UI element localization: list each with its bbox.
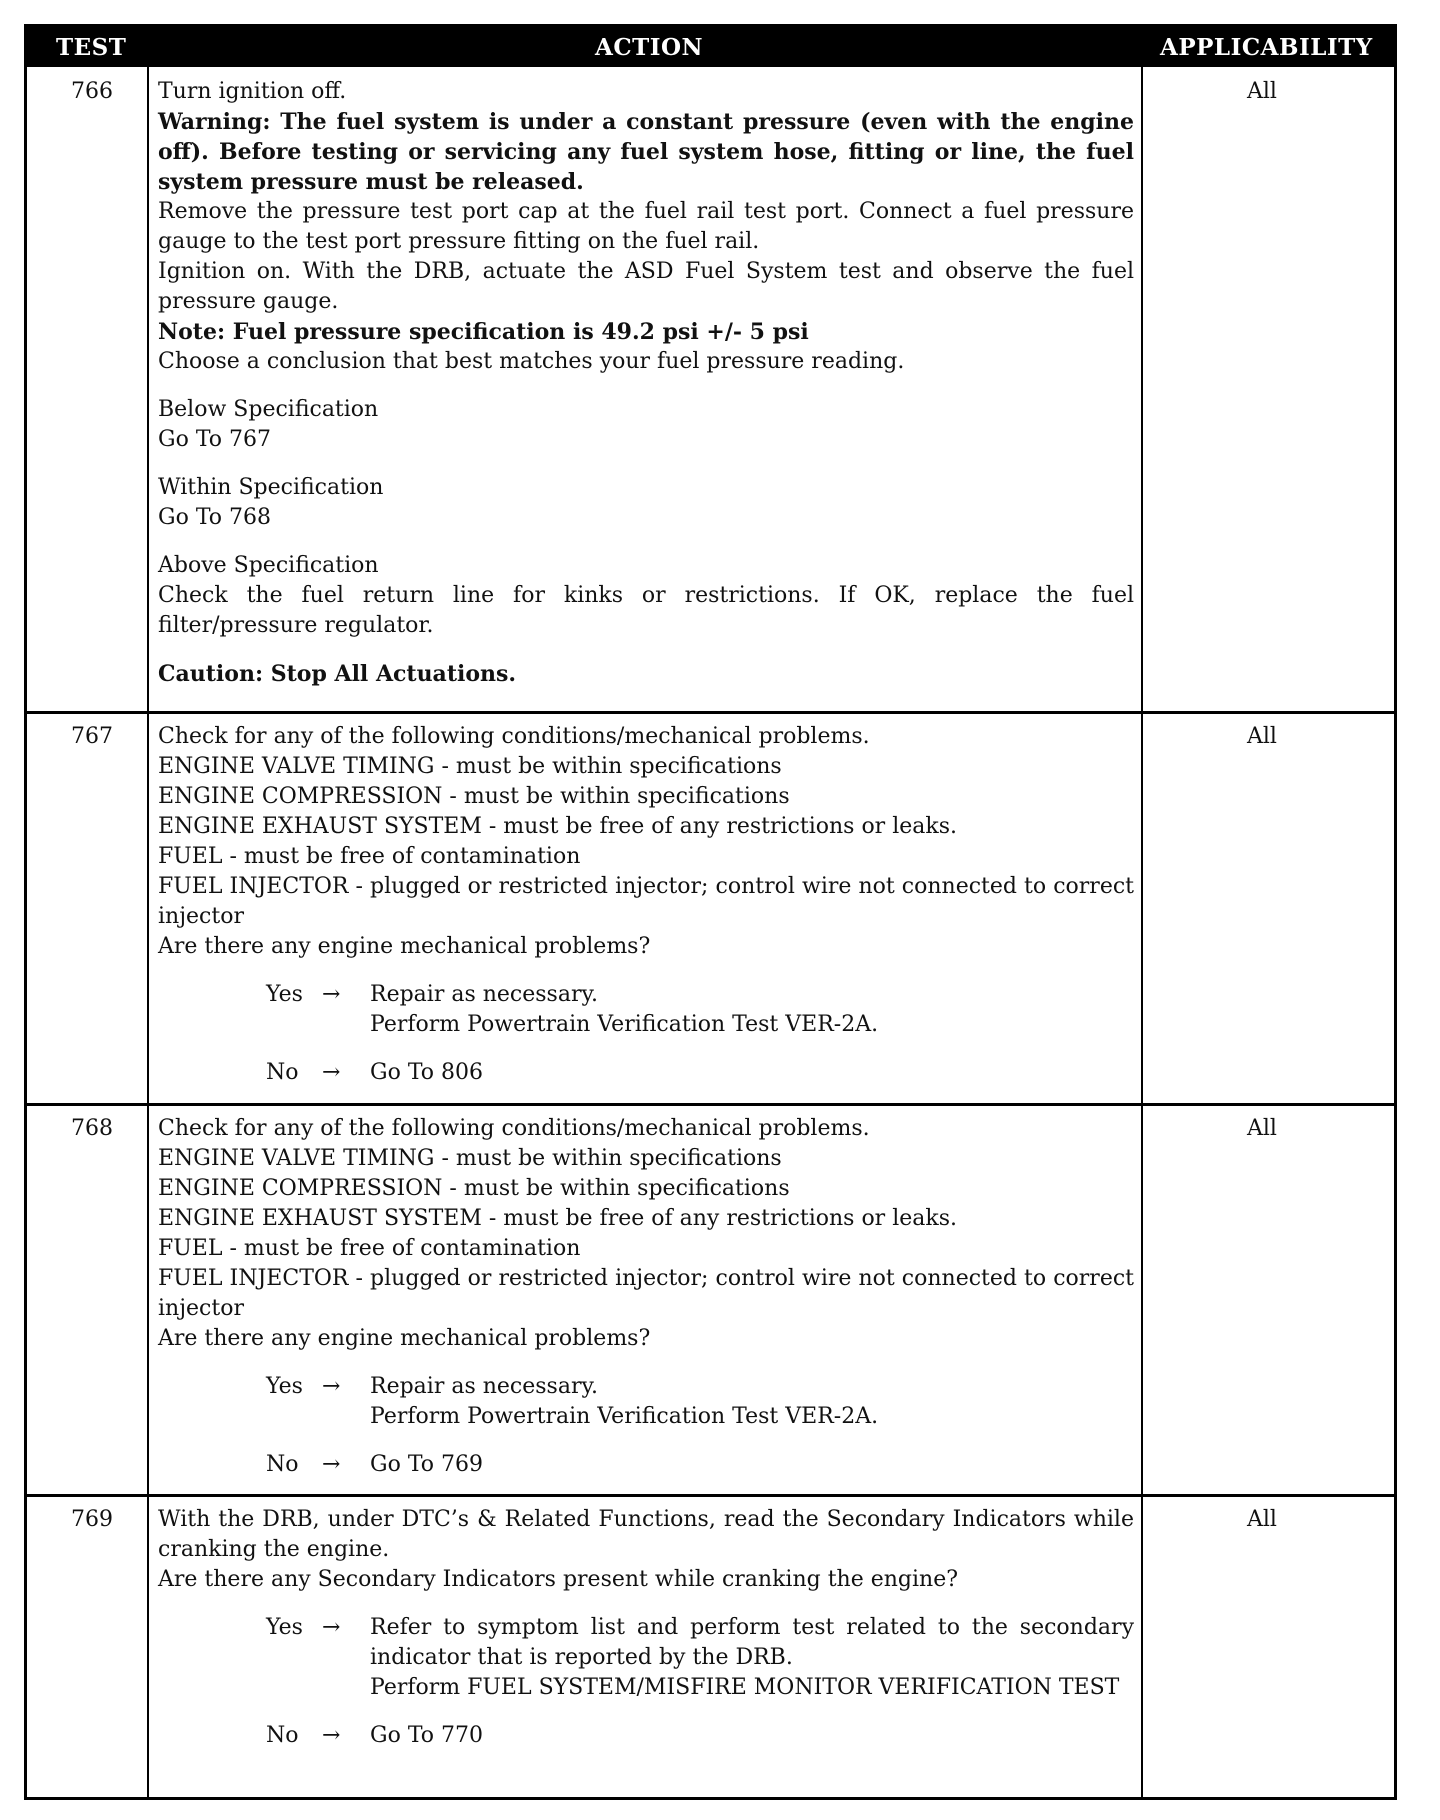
action-line: Ignition on. With the DRB, actuate the ASD Fuel System test and observe the fuel pressure gauge.: [158, 259, 1134, 314]
yes-label: Yes: [266, 982, 303, 1007]
no-result: Go To 806: [370, 1060, 484, 1085]
yes-label: Yes: [266, 1615, 303, 1640]
arrow-icon: →: [322, 1452, 341, 1477]
no-result: Go To 770: [370, 1723, 484, 1748]
column-divider: [147, 67, 149, 1797]
test-number: 767: [71, 724, 113, 749]
yes-branch: [266, 980, 1134, 1040]
arrow-icon: →: [322, 1374, 341, 1399]
action-line: FUEL - must be free of contamination: [158, 1236, 581, 1261]
option-label: Above Specification: [158, 553, 379, 578]
option-label: Within Specification: [158, 475, 384, 500]
arrow-icon: →: [322, 982, 341, 1007]
yes-result: Perform FUEL SYSTEM/MISFIRE MONITOR VERIFICATION TEST: [370, 1675, 1120, 1700]
diagnostic-table: [24, 24, 1397, 1800]
header-test: TEST: [56, 34, 127, 61]
test-number: 768: [71, 1116, 113, 1141]
action-text: [158, 77, 1134, 689]
yes-result: Perform Powertrain Verification Test VER-2A.: [370, 1012, 879, 1037]
question-text: Are there any engine mechanical problems?: [158, 1326, 651, 1351]
option-result: Go To 767: [158, 427, 272, 452]
yes-result: Repair as necessary.: [370, 1374, 598, 1399]
applicability: All: [1247, 724, 1277, 749]
column-divider: [1141, 67, 1143, 1797]
arrow-icon: →: [322, 1723, 341, 1748]
applicability: All: [1247, 79, 1277, 104]
action-line: Turn ignition off.: [158, 79, 347, 104]
yes-label: Yes: [266, 1374, 303, 1399]
test-number: 766: [71, 79, 113, 104]
action-line: FUEL INJECTOR - plugged or restricted injector; control wire not connected to correct injector: [158, 874, 1134, 929]
no-label: No: [266, 1060, 299, 1085]
action-text: [158, 1114, 1134, 1480]
header-action: ACTION: [595, 34, 704, 61]
row-divider: [27, 711, 1394, 714]
yes-branch: [266, 1372, 1134, 1432]
action-line: Remove the pressure test port cap at the fuel rail test port. Connect a fuel pressure gauge to the test port pressure fitting on the fuel rail.: [158, 199, 1134, 254]
action-line: Choose a conclusion that best matches your fuel pressure reading.: [158, 349, 905, 374]
option-result: Check the fuel return line for kinks or restrictions. If OK, replace the fuel filter/pressure regulator.: [158, 583, 1134, 638]
action-line: With the DRB, under DTC’s & Related Functions, read the Secondary Indicators while cranking the engine.: [158, 1507, 1134, 1562]
action-line: FUEL INJECTOR - plugged or restricted injector; control wire not connected to correct injector: [158, 1266, 1134, 1321]
yes-result: Refer to symptom list and perform test related to the secondary indicator that is reported by the DRB.: [370, 1615, 1134, 1670]
no-result: Go To 769: [370, 1452, 484, 1477]
yes-result: Repair as necessary.: [370, 982, 598, 1007]
warning-text: Warning: The fuel system is under a constant pressure (even with the engine off). Before testing or servicing any fuel system hose, fitting or line, the fuel system pressure must be released.: [158, 109, 1134, 195]
action-line: ENGINE VALVE TIMING - must be within specifications: [158, 754, 782, 779]
action-line: ENGINE COMPRESSION - must be within specifications: [158, 1176, 790, 1201]
action-line: Check for any of the following conditions/mechanical problems.: [158, 724, 870, 749]
action-line: ENGINE COMPRESSION - must be within specifications: [158, 784, 790, 809]
action-text: [158, 1505, 1134, 1751]
arrow-icon: →: [322, 1615, 341, 1640]
header-applicability: APPLICABILITY: [1160, 34, 1373, 61]
no-branch: [266, 1721, 1134, 1751]
question-text: Are there any Secondary Indicators present while cranking the engine?: [158, 1567, 959, 1592]
applicability: All: [1247, 1116, 1277, 1141]
action-line: FUEL - must be free of contamination: [158, 844, 581, 869]
action-line: ENGINE VALVE TIMING - must be within specifications: [158, 1146, 782, 1171]
applicability: All: [1247, 1507, 1277, 1532]
no-branch: [266, 1058, 1134, 1088]
action-line: Check for any of the following conditions/mechanical problems.: [158, 1116, 870, 1141]
table-header: [27, 27, 1394, 67]
yes-result: Perform Powertrain Verification Test VER-2A.: [370, 1404, 879, 1429]
action-text: [158, 722, 1134, 1088]
caution-text: Caution: Stop All Actuations.: [158, 661, 517, 687]
action-line: ENGINE EXHAUST SYSTEM - must be free of any restrictions or leaks.: [158, 1206, 957, 1231]
action-line: ENGINE EXHAUST SYSTEM - must be free of any restrictions or leaks.: [158, 814, 957, 839]
row-divider: [27, 1494, 1394, 1497]
option-label: Below Specification: [158, 397, 379, 422]
row-divider: [27, 1103, 1394, 1106]
option-result: Go To 768: [158, 505, 272, 530]
arrow-icon: →: [322, 1060, 341, 1085]
no-branch: [266, 1450, 1134, 1480]
yes-branch: [266, 1613, 1134, 1703]
test-number: 769: [71, 1507, 113, 1532]
note-text: Note: Fuel pressure specification is 49.2 psi +/- 5 psi: [158, 319, 809, 345]
no-label: No: [266, 1723, 299, 1748]
no-label: No: [266, 1452, 299, 1477]
question-text: Are there any engine mechanical problems?: [158, 934, 651, 959]
